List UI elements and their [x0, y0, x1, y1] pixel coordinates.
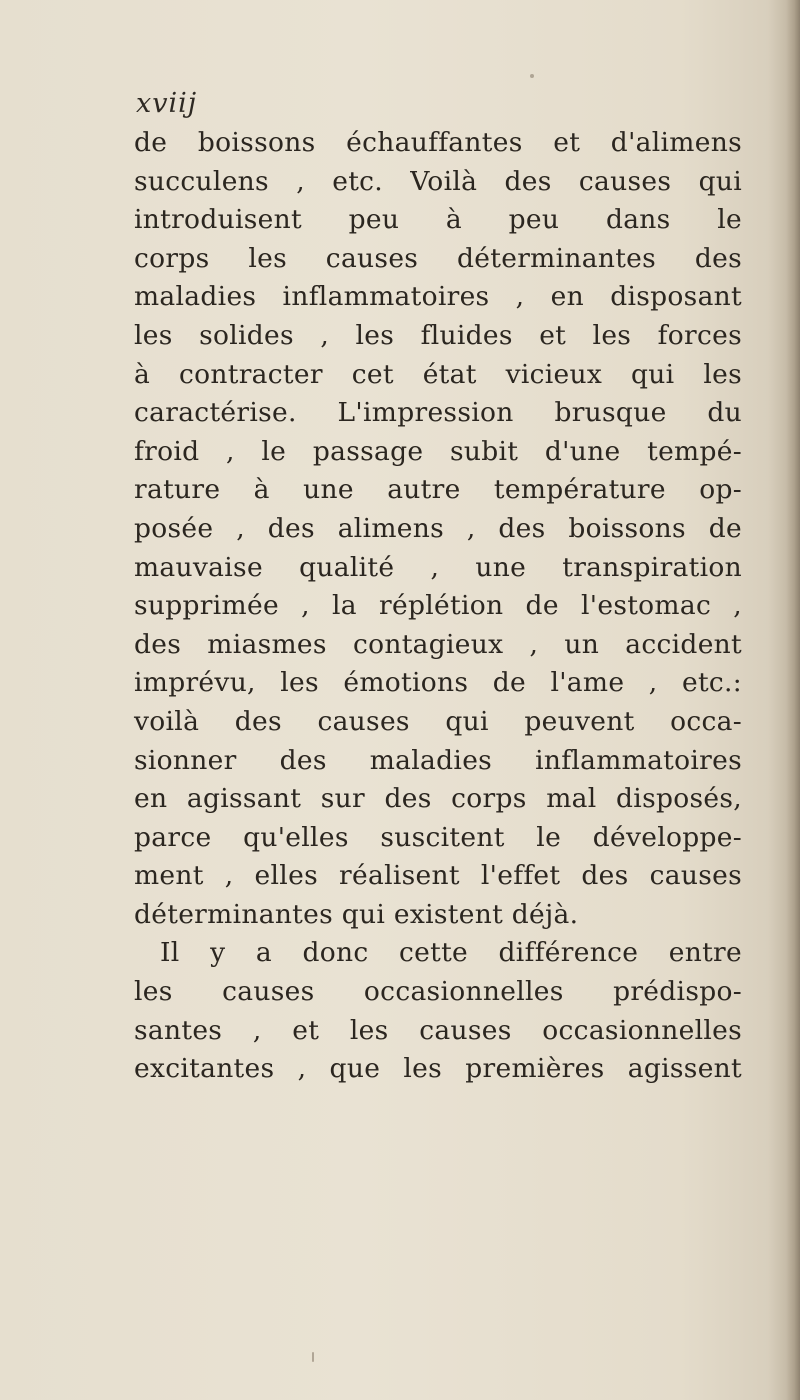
page-edge-shadow: [786, 0, 800, 1400]
body-text: [134, 124, 742, 1089]
text-line: maladies inflammatoires , en disposant: [134, 281, 742, 313]
text-line: des miasmes contagieux , un accident: [134, 628, 742, 660]
text-line: voilà des causes qui peuvent occa-: [134, 705, 742, 737]
text-line: à contracter cet état vicieux qui les: [134, 358, 742, 390]
page-number: xviij: [136, 88, 198, 119]
text-line: rature à une autre température op-: [134, 474, 742, 506]
text-line: en agissant sur des corps mal disposés,: [134, 783, 742, 815]
text-line: les causes occasionnelles prédispo-: [134, 976, 742, 1008]
text-line: excitantes , que les premières agissent: [134, 1053, 742, 1085]
text-line: froid , le passage subit d'une tempé-: [134, 435, 742, 467]
text-line: corps les causes déterminantes des: [134, 242, 742, 274]
text-line: de boissons échauffantes et d'alimens: [134, 127, 742, 158]
paragraph-start-line: Il y a donc cette différence entre: [160, 937, 742, 969]
paper-speck: [530, 74, 534, 78]
text-line: succulens , etc. Voilà des causes qui: [134, 165, 742, 197]
text-line: déterminantes qui existent déjà.: [134, 898, 579, 930]
text-line: imprévu, les émotions de l'ame , etc.:: [134, 667, 742, 699]
text-line: caractérise. L'impression brusque du: [134, 397, 742, 429]
text-line: posée , des alimens , des boissons de: [134, 512, 742, 544]
text-line: sionner des maladies inflammatoires: [134, 744, 742, 776]
text-line: les solides , les fluides et les forces: [134, 319, 742, 351]
text-line: introduisent peu à peu dans le: [134, 204, 742, 236]
text-line: mauvaise qualité , une transpiration: [134, 551, 742, 583]
text-line: ment , elles réalisent l'effet des causes: [134, 860, 742, 892]
text-line: parce qu'elles suscitent le développe-: [134, 821, 742, 853]
text-line: santes , et les causes occasionnelles: [134, 1014, 742, 1046]
text-line: supprimée , la réplétion de l'estomac ,: [134, 590, 742, 622]
paper-speck: [312, 1352, 314, 1362]
